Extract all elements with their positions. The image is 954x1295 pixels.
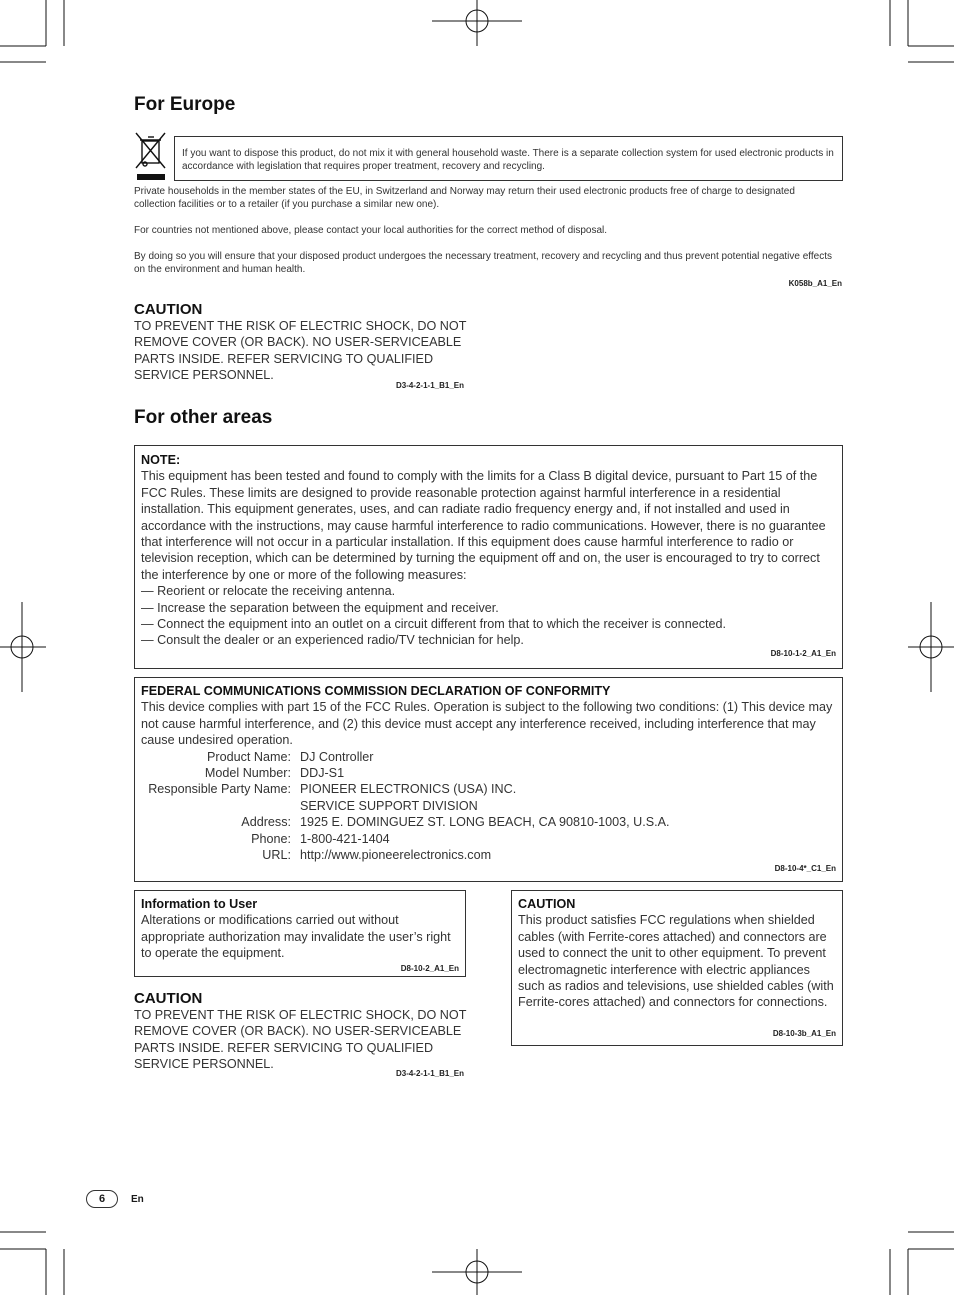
fcc-row-label: Responsible Party Name: — [148, 782, 291, 797]
fcc-row-value: http://www.pioneerelectronics.com — [300, 848, 492, 863]
fcc-row — [141, 814, 836, 830]
fcc-row-label: Model Number: — [204, 766, 291, 781]
fcc-text: This device complies with part 15 of the FCC Rules. Operation is subject to the following two conditions: (1) This device may not cause harmful interference, and (2) this device must accept any interference received, including interference that may cause undesired operation. — [141, 700, 833, 748]
europe-paragraph-1: Private households in the member states of the EU, in Switzerland and Norway may return their used electronic products free of charge to designated collection facilities or to a retailer (if you purchase a similar new one). — [134, 186, 795, 210]
europe-disposal-box — [174, 136, 843, 181]
fcc-row — [141, 847, 836, 863]
fcc-declaration-box — [134, 677, 843, 882]
note-title: NOTE: — [141, 453, 181, 467]
fcc-row — [141, 765, 836, 781]
note-measure-item: — Connect the equipment into an outlet on a circuit different from that to which the receiver is connected. — [141, 617, 727, 632]
language-label: En — [131, 1194, 144, 1205]
fcc-row-label — [141, 798, 300, 814]
caution-2-text: TO PREVENT THE RISK OF ELECTRIC SHOCK, DO NOT REMOVE COVER (OR BACK). NO USER-SERVICEABLE PARTS INSIDE. REFER SERVICING TO QUALIFIED SERVICE PERSONNEL. — [134, 1008, 467, 1072]
europe-boxed-text: If you want to dispose this product, do not mix it with general household waste. There is a separate collection system for used electronic products in accordance with legislation that requires proper treatment, recovery and recycling. — [182, 148, 834, 172]
note-measures-list — [141, 583, 836, 649]
caution-3-text: This product satisfies FCC regulations when shielded cables (with Ferrite-cores attached) and connectors are used to connect the unit to other equipment. To prevent electromagnetic interference with electric appliances such as radios and televisions, use shielded cables (with Ferrite-cores attached) and connectors for connections. — [518, 913, 834, 1010]
fcc-row-value: DDJ-S1 — [300, 766, 345, 781]
fcc-row-label: Address: — [241, 815, 291, 830]
fcc-code: D8-10-4*_C1_En — [774, 864, 836, 873]
crossed-out-wheelie-bin-icon — [134, 131, 168, 181]
info-user-title: Information to User — [141, 897, 258, 911]
caution-3-code: D8-10-3b_A1_En — [772, 1029, 836, 1038]
info-to-user-box — [134, 890, 466, 977]
fcc-row-value: PIONEER ELECTRONICS (USA) INC. — [300, 782, 517, 797]
fcc-row-label: Phone: — [251, 831, 291, 846]
info-user-text: Alterations or modifications carried out without appropriate authorization may invalidate the user’s right to operate the equipment. — [141, 913, 451, 961]
fcc-note-box — [134, 445, 843, 669]
fcc-row — [141, 781, 836, 797]
europe-paragraph-2: For countries not mentioned above, please contact your local authorities for the correct method of disposal. — [134, 225, 608, 236]
fcc-title: FEDERAL COMMUNICATIONS COMMISSION DECLARATION OF CONFORMITY — [141, 684, 611, 698]
note-text: This equipment has been tested and found to comply with the limits for a Class B digital device, pursuant to Part 15 of the FCC Rules. These limits are designed to provide reasonable protection against harmful interference in a residential installation. This equipment generates, uses, and can radiate radio frequency energy and, if not installed and used in accordance with the instructions, may cause harmful interference to radio communications. However, there is no guarantee that interference will not occur in a particular installation. If this equipment does cause harmful interference to radio or television reception, which can be determined by turning the equipment off and on, the user is encouraged to try to correct the interference by one or more of the following measures: — [141, 469, 826, 582]
other-areas-heading: For other areas — [134, 407, 273, 428]
note-measure-item: — Increase the separation between the equipment and receiver. — [141, 600, 499, 615]
europe-paragraph-3: By doing so you will ensure that your disposed product undergoes the necessary treatment, recovery and recycling and thus prevent potential negative effects on the environment and human health. — [134, 251, 833, 275]
fcc-row-value: 1-800-421-1404 — [300, 831, 390, 846]
caution-2-code: D3-4-2-1-1_B1_En — [395, 1069, 464, 1078]
note-code: D8-10-1-2_A1_En — [770, 649, 836, 658]
fcc-row — [141, 749, 836, 765]
caution-shielded-cables-box — [511, 890, 843, 1046]
fcc-row-value: SERVICE SUPPORT DIVISION — [300, 798, 478, 813]
caution-1-code: D3-4-2-1-1_B1_En — [395, 381, 464, 390]
note-measure-item: — Reorient or relocate the receiving antenna. — [141, 584, 396, 599]
fcc-party-table — [141, 749, 836, 864]
europe-code: K058b_A1_En — [788, 279, 842, 288]
caution-3-title: CAUTION — [518, 897, 576, 911]
caution-2-title: CAUTION — [134, 990, 203, 1007]
fcc-row-value: DJ Controller — [300, 749, 374, 764]
fcc-row-value: 1925 E. DOMINGUEZ ST. LONG BEACH, CA 90810-1003, U.S.A. — [300, 815, 670, 830]
caution-1-text: TO PREVENT THE RISK OF ELECTRIC SHOCK, DO NOT REMOVE COVER (OR BACK). NO USER-SERVICEABLE PARTS INSIDE. REFER SERVICING TO QUALIFIED SERVICE PERSONNEL. — [134, 319, 467, 383]
fcc-row-label: URL: — [262, 848, 291, 863]
europe-heading: For Europe — [134, 94, 236, 115]
fcc-row — [141, 831, 836, 847]
page-number: 6 — [86, 1190, 118, 1208]
fcc-row — [141, 798, 836, 814]
info-user-code: D8-10-2_A1_En — [400, 964, 459, 973]
note-measure-item: — Consult the dealer or an experienced radio/TV technician for help. — [141, 633, 524, 648]
caution-1-title: CAUTION — [134, 301, 203, 318]
fcc-row-label: Product Name: — [207, 749, 291, 764]
